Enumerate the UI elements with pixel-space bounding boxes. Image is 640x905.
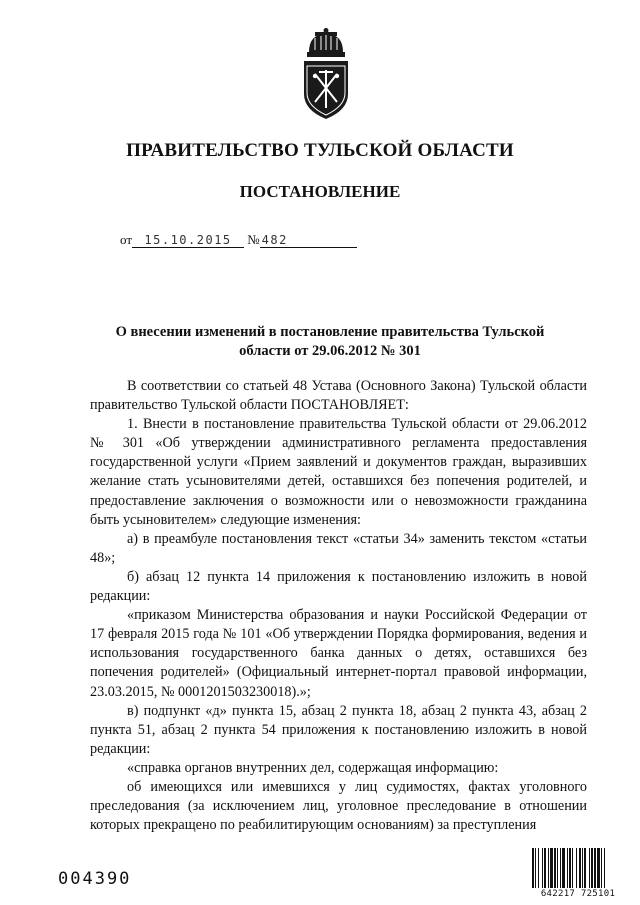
barcode-icon [532,848,624,888]
government-name: ПРАВИТЕЛЬСТВО ТУЛЬСКОЙ ОБЛАСТИ [126,140,514,161]
paragraph: в) подпункт «д» пункта 15, абзац 2 пункта 18, абзац 2 пункта 43, абзац 2 пункта 51, абзац 2 пункта 54 приложения к постановлению изложить в новой редакции: [90,702,587,757]
paragraph: б) абзац 12 пункта 14 приложения к постановлению изложить в новой редакции: [90,568,587,605]
document-date: 15.10.2015 [144,233,232,247]
coat-of-arms-icon [297,28,355,122]
document-type: ПОСТАНОВЛЕНИЕ [239,182,401,201]
paragraph: «приказом Министерства образования и науки Российской Федерации от 17 февраля 2015 года № 101 «Об утверждении Порядка формирования, ведения и использования государственного банка данных о детях, оставшихся без попечения родителей» (Официальный интернет-портал правовой информации, 23.03.2015, № 0001201503230018).»; [90,607,587,700]
from-label: от [120,232,133,247]
document-subject: О внесении изменений в постановление правительства Тульской области от 29.06.2012 № 301 [115,324,545,359]
dateline [120,232,357,248]
document-number: 482 [261,233,288,247]
serial-number: 004390 [58,869,132,889]
document-body [90,377,587,835]
barcode-number: 642217 725101 [540,889,616,899]
paragraph: В соответствии со статьей 48 Устава (Основного Закона) Тульской области правительство Тульской области ПОСТАНОВЛЯЕТ: [90,378,587,414]
paragraph: 1. Внести в постановление правительства Тульской области от 29.06.2012 № 301 «Об утверждении административного регламента предоставления государственной услуги «Прием заявлений и документов граждан, выразивших желание стать усыновителями детей, оставшихся без попечения родителей, и предоставление заключения о возможности или о невозможности гражданина быть усыновителем» следующие изменения: [90,416,587,528]
paragraph: об имеющихся или имевшихся у лиц судимостях, фактах уголовного преследования (за исключением лиц, уголовное преследование в отношении которых прекращено по реабилитирующим основаниям) за преступления [90,778,587,834]
paragraph: а) в преамбуле постановления текст «статьи 34» заменить текстом «статьи 48»; [90,530,587,566]
paragraph: «справка органов внутренних дел, содержащая информацию: [127,759,499,776]
number-label: № [247,232,260,247]
